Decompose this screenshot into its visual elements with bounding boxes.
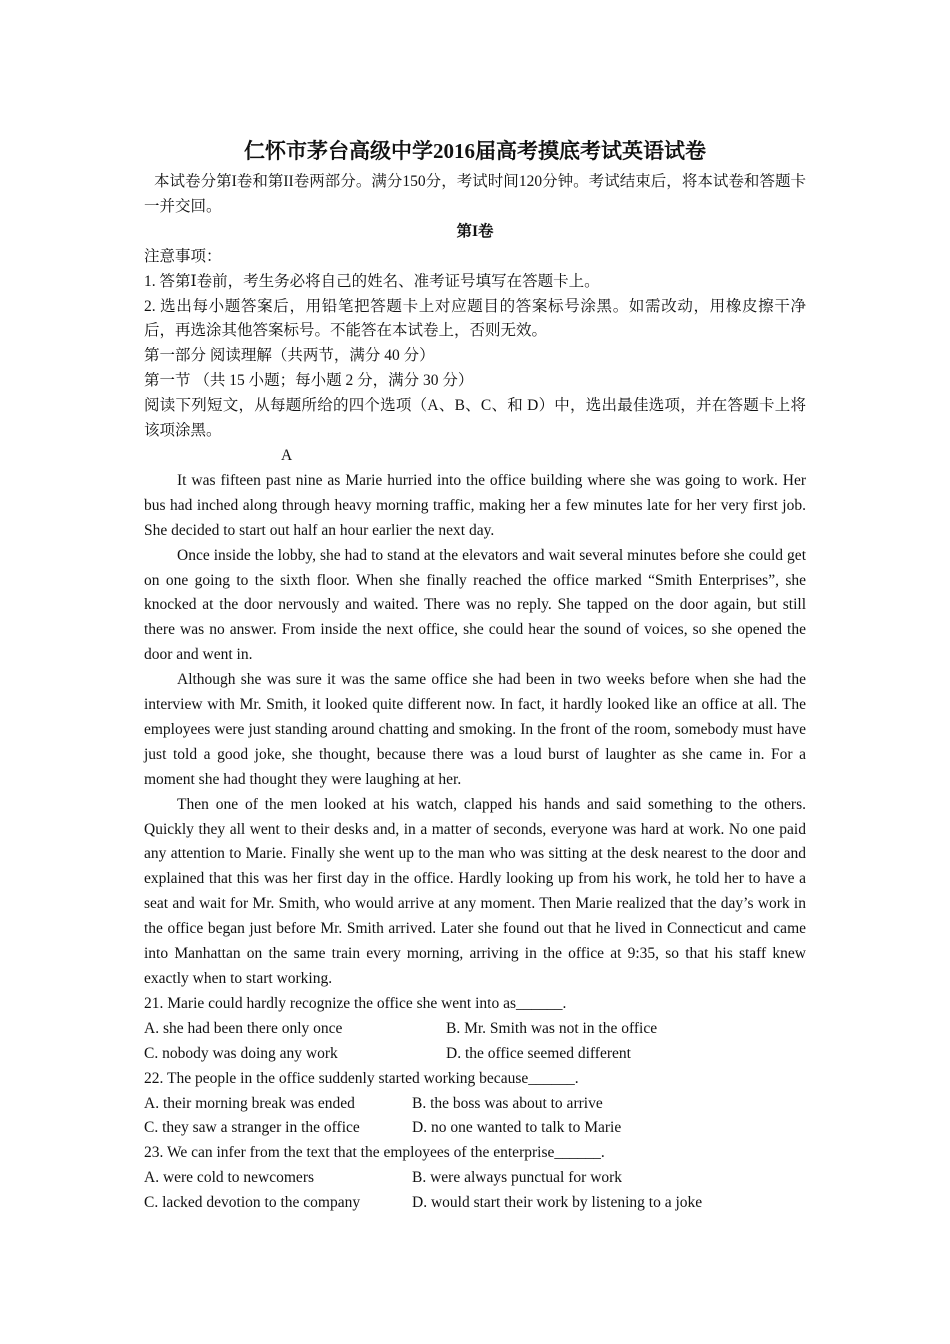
note-1: 1. 答第Ⅰ卷前，考生务必将自己的姓名、准考证号填写在答题卡上。 xyxy=(144,272,600,290)
note-2: 2. 选出每小题答案后，用铅笔把答题卡上对应题目的答案标号涂黑。如需改动，用橡皮擦干净后，再选涂其他答案标号。不能答在本试卷上，否则无效。 xyxy=(144,297,806,340)
option-b: B. were always punctual for work xyxy=(412,1169,623,1187)
question-stem: 21. Marie could hardly recognize the office she went into as______. xyxy=(144,994,567,1012)
option-d: D. no one wanted to talk to Marie xyxy=(412,1119,622,1137)
notes-heading: 注意事项： xyxy=(144,247,222,265)
passage-paragraph: Then one of the men looked at his watch, clapped his hands and said something to the others. Quickly they all went to their desks and, in a matter of seconds, everyone was hard at work. No one paid any attention to Marie. Finally she went up to the man who was sitting at the desk nearest to the door and explained that this was her first day in the office. Hardly looking up from his work, he told her to have a seat and wait for Mr. Smith, who would arrive at any moment. Then Marie realized that the day’s work in the office began just before Mr. Smith arrived. Later she found out that he lived in Connecticut and came into Manhattan on the same train every morning, arriving in the office at 9:35, so that his staff knew exactly when to start working. xyxy=(144,795,806,987)
part-heading: 第一部分 阅读理解（共两节，满分 40 分） xyxy=(144,347,435,365)
option-row xyxy=(144,1017,806,1042)
option-d: D. the office seemed different xyxy=(446,1044,631,1062)
option-c: C. lacked devotion to the company xyxy=(144,1194,361,1212)
option-row xyxy=(144,1042,806,1067)
section-1-heading: 第一节 （共 15 小题；每小题 2 分，满分 30 分） xyxy=(144,372,474,390)
option-d: D. would start their work by listening to a joke xyxy=(412,1194,703,1212)
option-b: B. the boss was about to arrive xyxy=(412,1094,603,1112)
reading-instructions: 阅读下列短文，从每题所给的四个选项（A、B、C、和 D）中，选出最佳选项，并在答题卡上将该项涂黑。 xyxy=(144,397,806,440)
question-stem: 23. We can infer from the text that the employees of the enterprise______. xyxy=(144,1144,605,1162)
option-row xyxy=(144,1166,806,1191)
option-row xyxy=(144,1092,806,1117)
question-stem: 22. The people in the office suddenly started working because______. xyxy=(144,1069,579,1087)
option-row xyxy=(144,1191,806,1216)
exam-intro: 本试卷分第I卷和第II卷两部分。满分150分，考试时间120分钟。考试结束后，将本试卷和答题卡一并交回。 xyxy=(144,173,806,215)
passage-paragraph: Although she was sure it was the same office she had been in two weeks before when she had the interview with Mr. Smith, it looked quite different now. In fact, it hardly looked like an office at all. The employees were just standing around chatting and smoking. In the front of the room, somebody must have just told a good joke, she thought, because there was a loud burst of laughter as she came in. For a moment she had thought they were laughing at her. xyxy=(144,671,806,788)
passage-label: A xyxy=(281,446,293,464)
passage-paragraph: Once inside the lobby, she had to stand at the elevators and wait several minutes before she could get on one going to the sixth floor. When she finally reached the office marked “Smith Enterprises”, she knocked at the door nervously and waited. There was no reply. She tapped on the door again, but still there was no answer. From inside the next office, she could hear the sound of voices, so she opened the door and went in. xyxy=(144,546,806,664)
question-21 xyxy=(144,992,806,1067)
option-row xyxy=(144,1116,806,1141)
question-23 xyxy=(144,1141,806,1216)
option-a: A. their morning break was ended xyxy=(144,1094,355,1112)
question-22 xyxy=(144,1067,806,1142)
option-a: A. she had been there only once xyxy=(144,1019,343,1037)
option-c: C. they saw a stranger in the office xyxy=(144,1119,360,1137)
option-a: A. were cold to newcomers xyxy=(144,1169,315,1187)
section-heading: 第I卷 xyxy=(456,222,494,240)
passage-paragraph: It was fifteen past nine as Marie hurried into the office building where she was going to work. Her bus had inched along through heavy morning traffic, making her a few minutes late for her very first job. She decided to start out half an hour earlier the next day. xyxy=(144,471,806,539)
option-c: C. nobody was doing any work xyxy=(144,1044,338,1062)
exam-title: 仁怀市茅台高级中学2016届高考摸底考试英语试卷 xyxy=(244,139,706,163)
exam-page xyxy=(144,136,806,1216)
option-b: B. Mr. Smith was not in the office xyxy=(446,1019,658,1037)
